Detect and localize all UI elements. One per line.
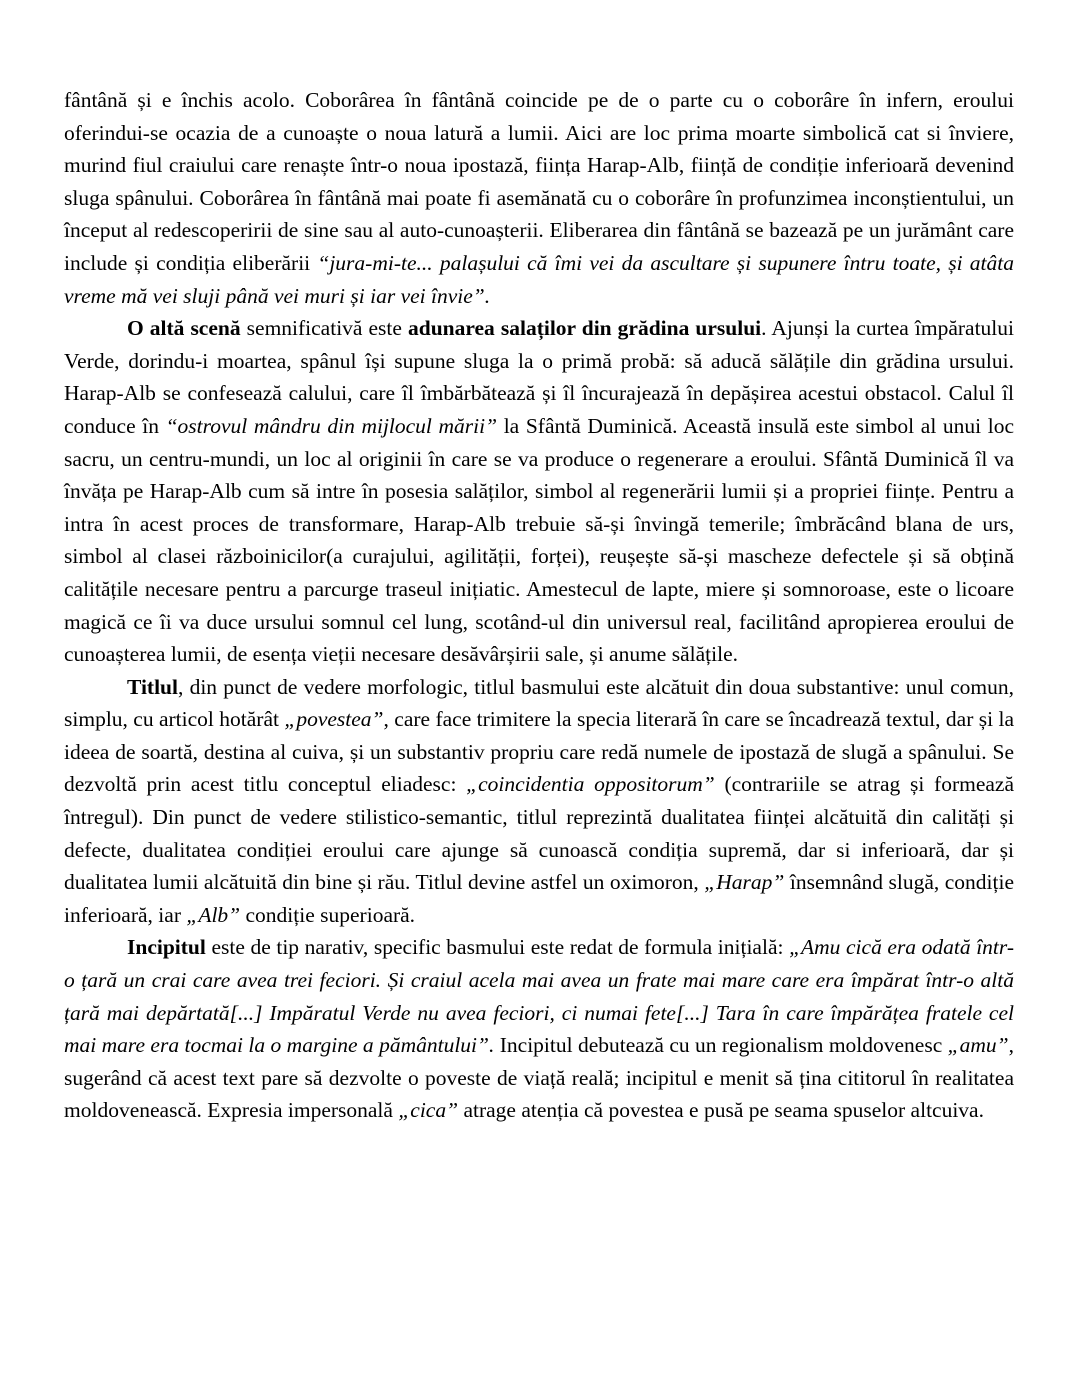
text-segment-italic: „cica” [398, 1098, 459, 1123]
text-segment-italic: „Alb” [186, 902, 241, 927]
text-segment-normal: Incipitul debutează cu un regionalism moldovenesc [494, 1033, 948, 1058]
text-segment-bold: Incipitul [127, 935, 206, 960]
paragraph-incipitul [64, 931, 1014, 1127]
text-segment-italic: „povestea” [284, 707, 384, 732]
text-segment-normal: atrage atenția că povestea e pusă pe seama spuselor altcuiva. [458, 1098, 984, 1123]
text-segment-normal: , sugerând că acest text pare să dezvolte o poveste de viață reală; incipitul e menit să țina cititorul în realitatea moldovenească. Expresia impersonală [64, 1033, 1014, 1123]
text-segment-italic: “jura-mi-te... palașului că îmi vei da ascultare și supunere întru toate, și atâta vreme mă vei sluji până vei muri și iar vei învie”. [64, 250, 1014, 308]
document-page [64, 84, 1014, 1127]
text-segment-italic: “ostrovul mândru din mijlocul mării” [165, 413, 498, 438]
text-segment-italic: „coincidentia oppositorum” [466, 772, 715, 797]
text-segment-normal: , din punct de vedere morfologic, titlul basmului este alcătuit din doua substantive: unul comun, simplu, cu articol hotărât [64, 674, 1014, 732]
text-segment-normal: . Ajunși la curtea împăratului Verde, dorindu-i moartea, spânul își supune sluga la o primă probă: să aducă sălățile din grădina ursului. Harap-Alb se confesează calului, care îl îmbărbătează și îl încurajează în depășirea acestui obstacol. Calul îl conduce în [64, 316, 1014, 438]
text-segment-normal: este de tip narativ, specific basmului este redat de formula inițială: [205, 935, 790, 960]
text-segment-italic: „Harap” [704, 870, 785, 895]
text-segment-normal: , care face trimitere la specia literară în care se încadrează textul, dar și la ideea de soartă, destina al cuiva, și un substantiv propriu care redă numele de ipostază de slugă a spânului. Se dezvoltă prin acest titlu conceptul eliadesc: [64, 707, 1014, 797]
text-segment-bold: adunarea salaților din grădina ursului [407, 316, 762, 341]
text-segment-normal: (contrariile se atrag și formează întregul). Din punct de vedere stilistico-semantic, titlul reprezintă dualitatea ființei alcătuită din calități și defecte, dualitatea condiției eroului care ajunge să cunoască condiția supremă, dar si inferioară, dar și dualitatea lumii alcătuită din bine și rău. Titlul devine astfel un oximoron, [64, 772, 1014, 895]
text-segment-normal: fântână și e închis acolo. Coborârea în fântână coincide pe de o parte cu o coborâre în infern, eroului oferindui-se ocazia de a cunoaște o noua latură a lumii. Aici are loc prima moarte simbolică cat si înviere, murind fiul craiului care renaște într-o noua ipostază, ființa Harap-Alb, ființă de condiție inferioară devenind sluga spânului. Coborârea în fântână mai poate fi asemănată cu o coborâre în profunzimea inconștientului, un început al redescoperirii de sine sau al auto-cunoașterii. Eliberarea din fântână se bazează pe un jurământ care include și condiția eliberării [64, 88, 1014, 275]
text-segment-italic: „Amu cică era odată într-o țară un crai care avea trei feciori. Și craiul acela mai avea un frate mai mare care era împărat într-o altă țară mai depărtată[...] Impăratul Verde nu avea feciori, ci numai fete[...] Tara în care împărățea fratele cel mai mare era tocmai la o margine a pământului”. [64, 935, 1014, 1058]
paragraph-fantana [64, 84, 1014, 312]
text-segment-normal: la Sfântă Duminică. Această insulă este simbol al unui loc sacru, un centru-mundi, un loc al originii în care se va produce o regenerare a eroului. Sfântă Duminică îl va învăța pe Harap-Alb cum să intre în posesia salăților, simbol al regenerării lumii și a propriei ființe. Pentru a intra în acest proces de transformare, Harap-Alb trebuie să-și învingă temerile; îmbrăcând blana de urs, simbol al clasei războinicilor(a curajului, agilității, forței), reușește să-și mascheze defectele și să obțină calitățile necesare pentru a parcurge traseul inițiatic. Amestecul de lapte, miere și somnoroase, este o licoare magică ce îi va duce ursului somnul cel lung, scotând-ul din universul real, facilitând apropierea eroului de cunoașterea lumii, de esența vieții necesare desăvârșirii sale, și anume sălățile. [64, 413, 1015, 667]
text-segment-bold: Titlul [127, 674, 178, 699]
text-segment-italic: „amu” [947, 1033, 1009, 1058]
paragraph-salati [64, 312, 1014, 671]
text-segment-normal: însemnând slugă, condiție inferioară, iar [64, 870, 1014, 927]
text-segment-bold: O altă scenă [127, 316, 241, 341]
paragraph-titlul [64, 671, 1014, 932]
text-segment-normal: condiție superioară. [240, 902, 416, 927]
text-segment-normal: semnificativă este [240, 316, 408, 341]
